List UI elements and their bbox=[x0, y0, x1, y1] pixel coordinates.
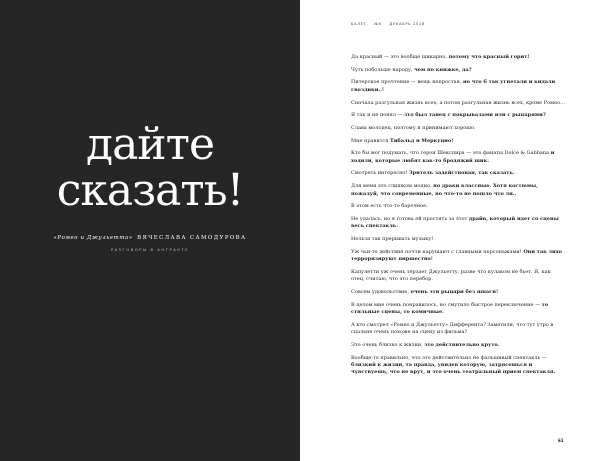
quote-paragraph bbox=[351, 150, 565, 165]
quote-text: А кто смотрел «Ромео и Джульетту» Дифферента? Заметили, что тут утро в спальне очень похоже на сцену из фильма? bbox=[351, 321, 554, 336]
quote-text: Да красный — это вообще шикарно, bbox=[351, 54, 449, 60]
quote-text: Смотреть интересно! bbox=[351, 170, 410, 177]
headline-line-1: дайте bbox=[85, 119, 215, 170]
quote-emphasis: и ходили, которые любят как-то бродяжий шик. bbox=[351, 150, 555, 164]
quote-emphasis: очень эти рыцари без шпаги! bbox=[410, 288, 499, 295]
quote-paragraph bbox=[351, 138, 565, 145]
quote-text: Нельзя так прерывать музыку! bbox=[351, 236, 434, 243]
quote-emphasis: то стильные сцены, то комичные. bbox=[351, 301, 549, 316]
quote-emphasis: драйв, который идет со сцены весь спектакль. bbox=[351, 215, 559, 230]
quote-emphasis: близкий к жизни, та правда, увидев которую, затрясешься и чувствуешь, что не врут, и это очень театральный прием спектакля. bbox=[351, 362, 556, 376]
running-head bbox=[351, 22, 431, 26]
running-head-issue: №6 bbox=[374, 22, 382, 26]
quote-paragraph bbox=[351, 170, 565, 177]
quote-paragraph bbox=[351, 54, 565, 61]
quote-paragraph bbox=[351, 269, 565, 284]
quote-paragraph bbox=[351, 183, 565, 198]
quote-text: Слава молодец, поэтому и принимают хорошо. bbox=[351, 124, 476, 131]
quote-text: Чуть побольше народу, bbox=[351, 66, 415, 73]
byline bbox=[0, 235, 300, 241]
quote-text: Сначала разгульная жизнь всех, а потом разгульная жизнь всех, кроме Ромео… bbox=[351, 99, 565, 106]
quote-paragraph bbox=[351, 112, 565, 119]
rubric-subtitle: РАЗГОВОРЫ В АНТРАКТЕ bbox=[110, 248, 190, 252]
quote-emphasis: потому что красный горит! bbox=[448, 54, 530, 60]
quote-emphasis: но что б так угнетали и кидали гвоздики..! bbox=[351, 79, 556, 93]
quote-text: Уж чьи-то действия почти нарушают с главными персонажами! bbox=[351, 248, 524, 255]
quote-paragraph bbox=[351, 236, 565, 243]
quote-text: В этом есть что-то барочное. bbox=[351, 203, 428, 210]
quote-paragraph bbox=[351, 322, 565, 337]
quote-paragraph bbox=[351, 289, 565, 296]
choreographer-name: ВЯЧЕСЛАВА САМОДУРОВА bbox=[137, 235, 247, 241]
quote-paragraph bbox=[351, 100, 565, 107]
quote-paragraph bbox=[351, 355, 565, 377]
quote-text: Вообще-то правильно, что это действительно не фальшивый спектакль — bbox=[351, 354, 547, 361]
quote-emphasis: Они так лихо терроризируют пиршество! bbox=[351, 248, 563, 263]
quote-emphasis: это действительно круто. bbox=[424, 341, 500, 348]
page-number: 61 bbox=[558, 438, 564, 443]
quote-text: Капулетти уж очень терзает Джульетту, разве что кулаком не бьет. Я, как отец, считаю, что это перебор. bbox=[351, 268, 551, 283]
quote-text: Я так и не понял — bbox=[351, 112, 405, 119]
quote-text: В целом мне очень понравилось, но смутило быстрое переключение — bbox=[351, 301, 542, 308]
right-page bbox=[300, 0, 600, 461]
quote-paragraph bbox=[351, 203, 565, 210]
play-title: «Ромео и Джульетта» bbox=[53, 235, 133, 241]
quote-paragraph bbox=[351, 249, 565, 264]
quote-paragraph bbox=[351, 67, 565, 74]
quote-text: Это очень близко к жизни, bbox=[351, 341, 425, 348]
quote-text: Совсем удовольствие, bbox=[351, 288, 411, 295]
quote-emphasis: Зритель задействован, так сказать. bbox=[409, 170, 515, 177]
quote-emphasis: но драки классные. Хотя костюмы, пожалуй, что современные, но что-то не пошло что ли.. bbox=[351, 183, 538, 197]
quote-text: Питерское прочтение — вещь непростая, bbox=[351, 79, 463, 86]
quote-text: Кто бы мог подумать, что герои Шекспира — это фанаты Dolce & Gabbana bbox=[351, 150, 551, 157]
quote-emphasis: чем по книжке, да? bbox=[414, 66, 472, 73]
quotes-column bbox=[351, 54, 565, 382]
running-head-section: БАЛЕТ bbox=[351, 22, 367, 26]
headline bbox=[0, 119, 300, 216]
quote-paragraph bbox=[351, 125, 565, 132]
quote-paragraph bbox=[351, 302, 565, 317]
running-head-date: ДЕКАБРЬ 2018 bbox=[389, 22, 426, 26]
quote-text: Для меня это слишком модно, bbox=[351, 183, 434, 190]
quote-paragraph bbox=[351, 342, 565, 349]
quote-emphasis: Тибальд и Меркуцио! bbox=[389, 137, 454, 144]
quote-text: Не удалась, но я готова ей простить за этот bbox=[351, 215, 469, 222]
quote-paragraph bbox=[351, 79, 565, 94]
headline-line-2: сказать! bbox=[56, 165, 244, 216]
quote-paragraph bbox=[351, 216, 565, 231]
quote-emphasis: это был танец с покрывалами или с рыцарями? bbox=[404, 112, 546, 119]
quote-text: Мне нравится bbox=[351, 137, 390, 144]
